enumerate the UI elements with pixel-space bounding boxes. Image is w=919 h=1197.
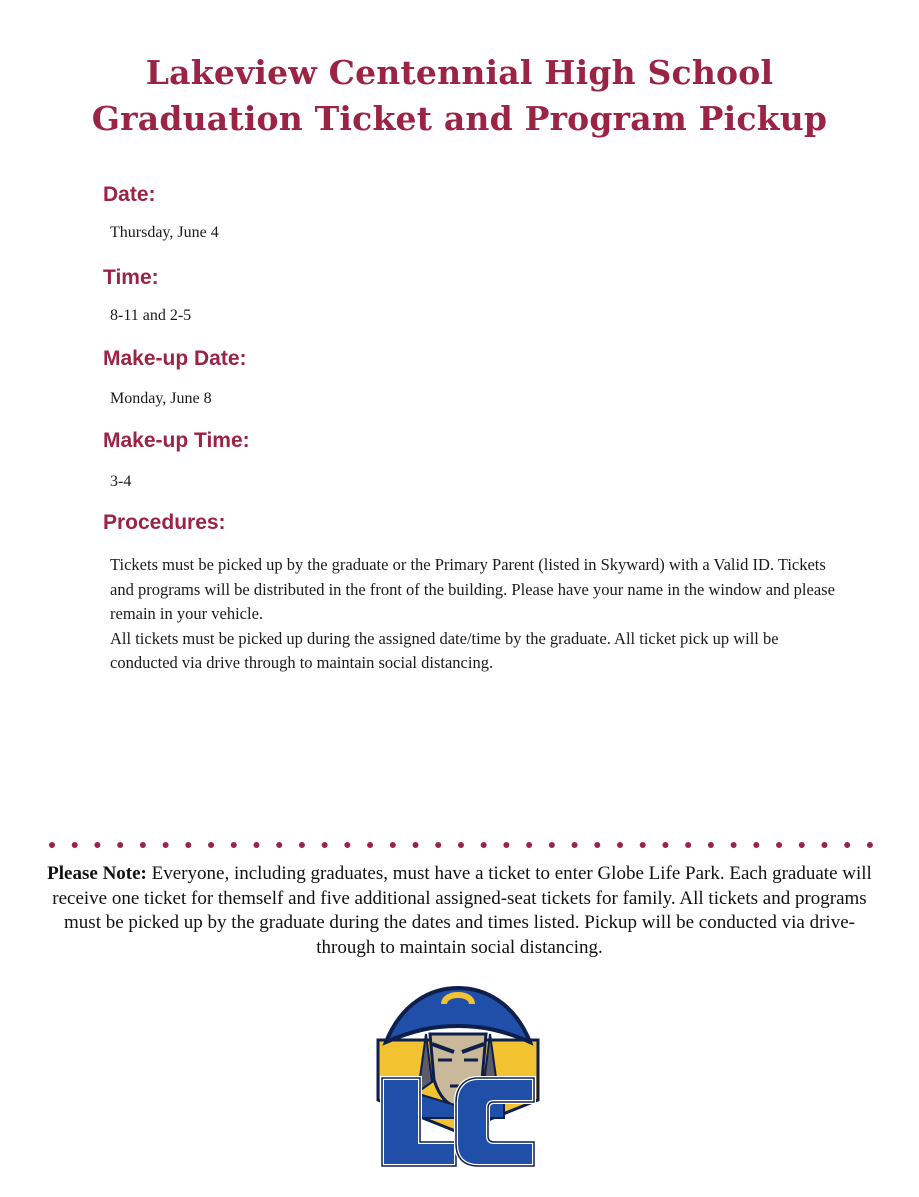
time-label: Time: — [103, 266, 159, 289]
makeup-date-label: Make-up Date: — [103, 347, 247, 370]
please-note-lead: Please Note: — [47, 863, 147, 884]
school-mascot-logo — [372, 982, 544, 1172]
title-line-event: Graduation Ticket and Program Pickup — [91, 99, 828, 138]
makeup-time-label: Make-up Time: — [103, 429, 250, 452]
procedures-paragraph-1: Tickets must be picked up by the graduate or the Primary Parent (listed in Skyward) with a Valid ID. Tickets and programs will be distributed in the front of the building. Please have your name in the window and please remain in your vehicle. — [110, 555, 835, 623]
dotted-divider — [46, 839, 876, 851]
please-note-text: Everyone, including graduates, must have a ticket to enter Globe Life Park. Each graduate will receive one ticket for themself and five additional assigned-seat tickets for family. All tickets and programs must be picked up by the graduate during the dates and times listed. Pickup will be conducted via drive-through to maintain social distancing. — [52, 863, 872, 958]
makeup-date-value: Monday, June 8 — [110, 390, 212, 407]
procedures-text — [110, 553, 840, 676]
title-line-school: Lakeview Centennial High School — [145, 53, 774, 92]
makeup-time-value: 3-4 — [110, 473, 132, 490]
date-value: Thursday, June 4 — [110, 224, 219, 241]
date-label: Date: — [103, 183, 156, 206]
procedures-label: Procedures: — [103, 511, 226, 534]
please-note — [40, 862, 879, 960]
procedures-paragraph-2: All tickets must be picked up during the assigned date/time by the graduate. All ticket pick up will be conducted via drive through to maintain social distancing. — [110, 628, 779, 672]
page-title — [0, 50, 919, 142]
time-value: 8-11 and 2-5 — [110, 307, 192, 324]
